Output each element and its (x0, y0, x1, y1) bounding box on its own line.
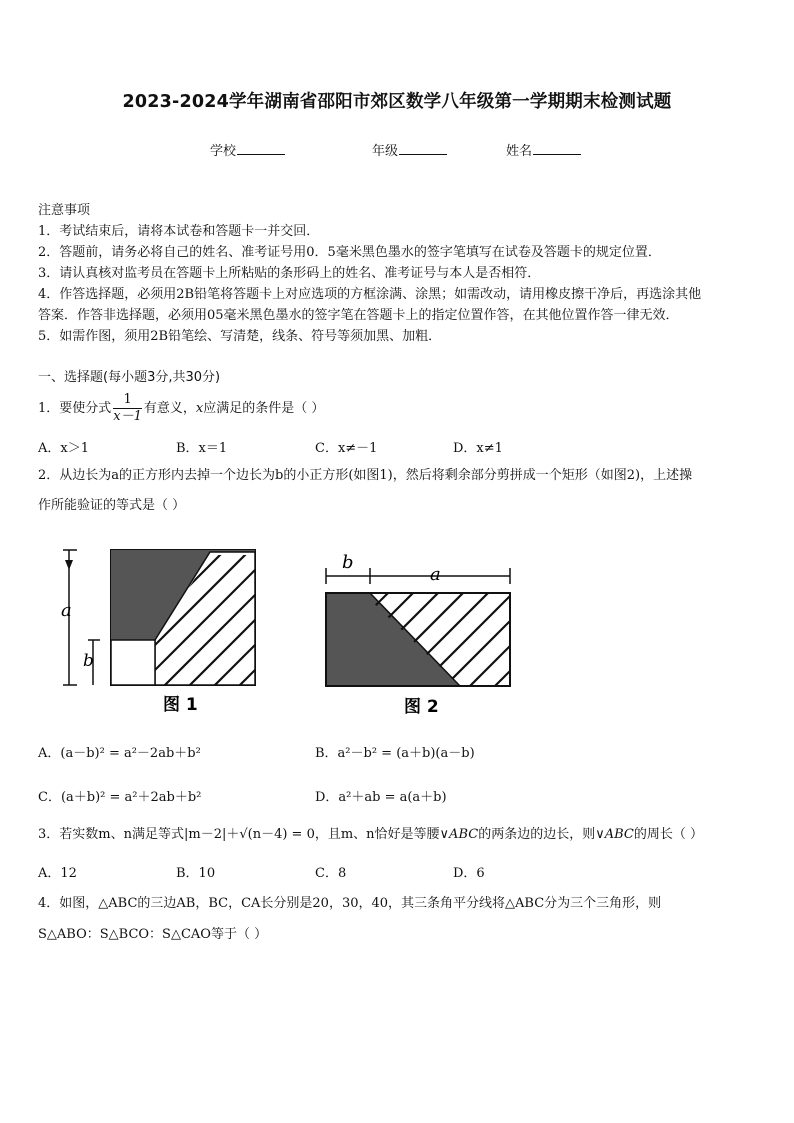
question-4-line1: 4．如图，△ABC的三边AB，BC，CA长分别是20，30，40，其三条角平分线将△ABC分为三个三角形，则 (38, 896, 662, 911)
fig1-b-label: b (83, 651, 94, 671)
figure-2 (318, 548, 518, 720)
q1-option-a: A．x＞1 (38, 441, 89, 456)
question-4-line2: S△ABO：S△BCO：S△CAO等于（ ） (38, 927, 268, 942)
fig2-caption: 图 2 (404, 697, 439, 717)
q3-option-c: C．8 (315, 866, 347, 881)
q3-text-b: ，且m、n恰好是等腰 (314, 827, 440, 842)
q1-frac-num: 1 (113, 392, 142, 409)
page-title: 2023-2024学年湖南省邵阳市郊区数学八年级第一学期期末检测试题 (122, 92, 672, 112)
note-item: 4．作答选择题，必须用2B铅笔将答题卡上对应选项的方框涂满、涂黑；如需改动，请用橡皮擦干净后，再选涂其他 (38, 287, 702, 302)
fig1-a-label: a (61, 600, 72, 621)
q1-prefix: 1．要使分式 (38, 401, 112, 416)
q3-triangle-1: ∨ABC (439, 827, 479, 842)
section-heading: 一、选择题(每小题3分,共30分) (38, 370, 221, 385)
q3-option-b: B．10 (176, 866, 216, 881)
q3-text-c: 的两条边的边长，则 (478, 827, 596, 842)
q1-suffix-a: 有意义， (143, 401, 196, 416)
fig1-caption: 图 1 (163, 695, 198, 715)
school-label: 学校 (210, 144, 237, 159)
note-item: 2．答题前，请务必将自己的姓名、准考证号用0．5毫米黑色墨水的签字笔填写在试卷及答题卡的规定位置． (38, 245, 661, 260)
q2-option-b: B．a²－b² = (a＋b)(a－b) (315, 746, 475, 761)
q1-option-b: B．x＝1 (176, 441, 228, 456)
fig2-a-label: a (430, 564, 441, 585)
note-item: 答案．作答非选择题，必须用05毫米黑色墨水的签字笔在答题卡上的指定位置作答，在其他位置作答一律无效． (38, 308, 679, 323)
fig2-b-label: b (342, 552, 354, 573)
notes-heading: 注意事项 (38, 203, 91, 218)
grade-field (372, 140, 447, 159)
q3-formula: |m－2|＋√(n－4) = 0 (183, 827, 315, 842)
q3-option-d: D．6 (453, 866, 485, 881)
fig1-small-square (111, 640, 155, 685)
school-field (210, 140, 285, 159)
student-info-fields (0, 140, 794, 162)
q1-frac-den: x－1 (113, 409, 142, 424)
q3-text-a: 3．若实数m、n满足等式 (38, 827, 184, 842)
name-blank (533, 141, 581, 155)
name-label: 姓名 (506, 144, 533, 159)
question-3 (38, 825, 703, 845)
question-2-line1: 2．从边长为a的正方形内去掉一个边长为b的小正方形(如图1)，然后将剩余部分剪拼成一个矩形（如图2)，上述操 (38, 468, 693, 483)
question-2-line2: 作所能验证的等式是（ ） (38, 498, 186, 513)
note-item: 1．考试结束后，请将本试卷和答题卡一并交回． (38, 224, 320, 239)
q3-option-a: A．12 (38, 866, 77, 881)
grade-label: 年级 (372, 144, 399, 159)
q1-option-c: C．x≠－1 (315, 441, 378, 456)
note-item: 5．如需作图，须用2B铅笔绘、写清楚，线条、符号等须加黑、加粗． (38, 329, 442, 344)
q1-suffix-b: 应满足的条件是（ ） (203, 401, 325, 416)
q3-triangle-2: ∨ABC (595, 827, 634, 842)
q2-option-c: C．(a＋b)² = a²＋2ab＋b² (38, 790, 202, 805)
figure-1 (55, 540, 270, 720)
q1-option-d: D．x≠1 (453, 441, 503, 456)
q1-var: x (195, 401, 204, 416)
grade-blank (399, 141, 447, 155)
name-field (506, 140, 581, 159)
note-item: 3．请认真核对监考员在答题卡上所粘贴的条形码上的姓名、准考证号与本人是否相符． (38, 266, 541, 281)
q2-option-a: A．(a－b)² = a²－2ab＋b² (38, 746, 201, 761)
question-1 (38, 392, 324, 426)
q1-fraction (113, 392, 142, 425)
q3-text-d: 的周长（ ） (633, 827, 704, 842)
school-blank (237, 141, 285, 155)
q2-option-d: D．a²＋ab = a(a＋b) (315, 790, 447, 805)
